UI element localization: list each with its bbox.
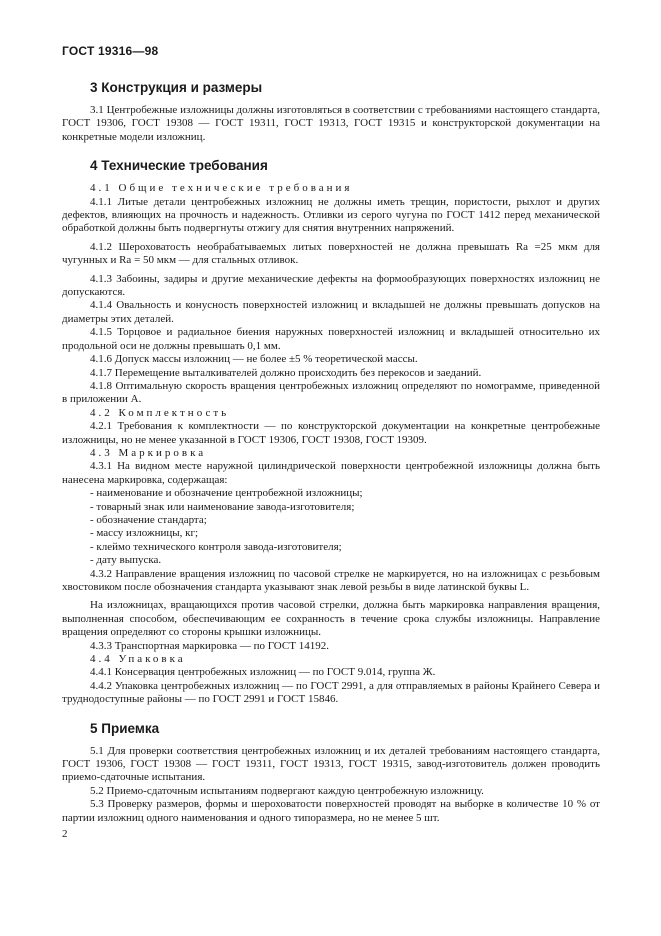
paragraph: 4.1.1 Литые детали центробежных изложниц не должны иметь трещин, пористости, рыхлот и других дефектов, влияющих на прочность и надежность. Отливки из серого чугуна по ГОСТ 1412 перед механической обработкой должны быть подвергнуты отжигу для снятия внутренних напряжений. (62, 195, 600, 235)
paragraph: 4.4.1 Консервация центробежных изложниц — по ГОСТ 9.014, группа Ж. (90, 666, 436, 679)
list-item: - клеймо технического контроля завода-изготовителя; (90, 540, 342, 553)
paragraph: 5.3 Проверку размеров, формы и шероховатости поверхностей проводят на выборке в количестве 10 % от партии изложниц одного наименования и одного типоразмера, но не менее 5 шт. (62, 798, 600, 824)
document-body (62, 64, 600, 825)
paragraph: 4.1.7 Перемещение выталкивателей должно происходить без перекосов и заеданий. (90, 366, 482, 379)
paragraph: 3.1 Центробежные изложницы должны изготовляться в соответствии с требованиями настоящего стандарта, ГОСТ 19306, ГОСТ 19308 — ГОСТ 19311, ГОСТ 19313, ГОСТ 19315 и конструкторской документации на конкретные модели изложниц. (62, 104, 600, 143)
subsection-heading: 4.2 Комплектность (90, 406, 230, 419)
document-code: ГОСТ 19316—98 (62, 44, 159, 58)
subsection-heading: 4.3 Маркировка (90, 446, 207, 459)
paragraph: На изложницах, вращающихся против часовой стрелки, должна быть маркировка направления вращения, выполненная способом, обеспечивающим ее сохранность в течение срока службы изложницы. Направление вращения определяют со стороны крышки изложницы. (62, 599, 600, 639)
paragraph: 4.4.2 Упаковка центробежных изложниц — по ГОСТ 2991, а для отправляемых в районы Крайнего Севера и труднодоступные районы — по ГОСТ 2991 и ГОСТ 15846. (62, 679, 600, 706)
subsection-heading: 4.1 Общие технические требования (90, 182, 353, 195)
paragraph: 5.1 Для проверки соответствия центробежных изложниц и их деталей требованиям настоящего стандарта, ГОСТ 19306, ГОСТ 19308 — ГОСТ 19311, ГОСТ 19313, ГОСТ 19315, завод-изготовитель должен проводить приемо-сдаточные испытания. (62, 744, 600, 784)
paragraph: 4.2.1 Требования к комплектности — по конструкторской документации на конкретные центробежные изложницы, но не менее указанной в ГОСТ 19306, ГОСТ 19308, ГОСТ 19309. (62, 420, 600, 446)
list-item: - товарный знак или наименование завода-изготовителя; (90, 500, 355, 513)
list-item: - дату выпуска. (90, 554, 162, 567)
paragraph: 4.1.3 Забоины, задиры и другие механические дефекты на формообразующих поверхностях изложниц не допускаются. (62, 272, 600, 299)
paragraph: 4.1.5 Торцовое и радиальное биения наружных поверхностей изложниц и вкладышей относительно их продольной оси не должны превышать 0,1 мм. (62, 326, 600, 352)
page-number: 2 (62, 828, 68, 840)
list-item: - массу изложницы, кг; (90, 527, 199, 540)
paragraph: 4.1.2 Шероховатость необрабатываемых литых поверхностей не должна превышать Ra =25 мкм для чугунных и Ra = 50 мкм — для стальных отливок. (62, 240, 600, 267)
list-item: - обозначение стандарта; (90, 513, 207, 526)
section-title: 5 Приемка (90, 720, 160, 736)
section-title: 3 Конструкция и размеры (90, 80, 263, 95)
paragraph: 4.1.8 Оптимальную скорость вращения центробежных изложниц определяют по номограмме, приведенной в приложении А. (62, 379, 600, 406)
paragraph: 4.3.2 Направление вращения изложниц по часовой стрелке не маркируется, но на изложницах с резьбовым хвостовиком после обозначения стандарта указывают знак левой резьбы в виде латинской буквы L. (62, 567, 600, 593)
paragraph: 5.2 Приемо-сдаточным испытаниям подвергают каждую центробежную изложницу. (90, 784, 484, 797)
section-title: 4 Технические требования (90, 158, 268, 174)
subsection-heading: 4.4 Упаковка (90, 653, 186, 666)
paragraph: 4.3.3 Транспортная маркировка — по ГОСТ 14192. (90, 639, 329, 652)
paragraph: 4.1.6 Допуск массы изложниц — не более ±5 % теоретической массы. (90, 353, 418, 366)
paragraph: 4.1.4 Овальность и конусность поверхностей изложниц и вкладышей не должны превышать допусков на диаметры этих деталей. (62, 299, 600, 325)
list-item: - наименование и обозначение центробежной изложницы; (90, 487, 363, 500)
paragraph: 4.3.1 На видном месте наружной цилиндрической поверхности центробежной изложницы должна быть нанесена маркировка, содержащая: (62, 460, 600, 486)
